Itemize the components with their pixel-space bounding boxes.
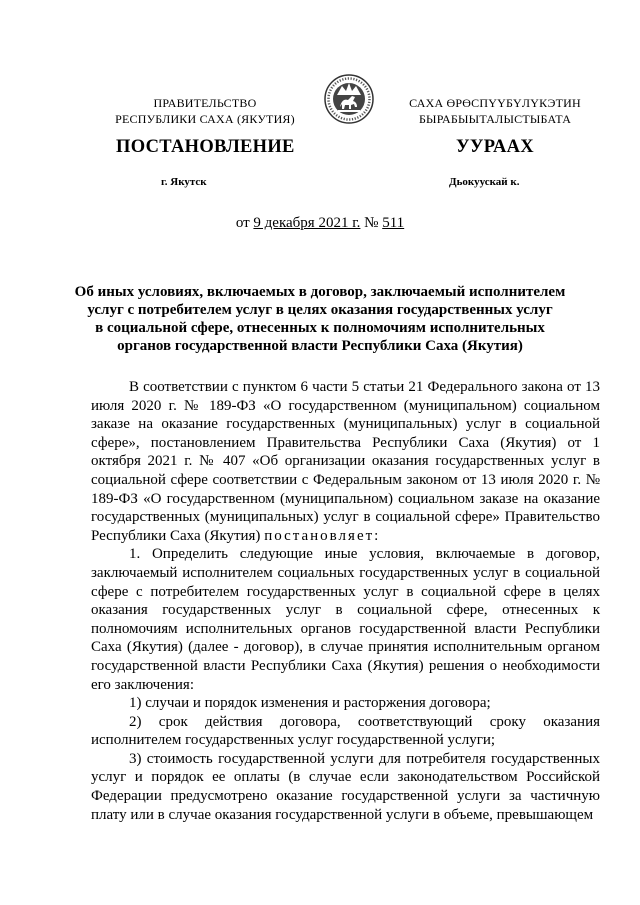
header-right-line1: САХА ӨРӨСПҮҮБҮЛҮКЭТИН: [409, 96, 581, 110]
resolves-word: постановляет:: [264, 527, 381, 544]
preamble-text: В соответствии с пунктом 6 части 5 статьи 21 Федерального закона от 13 июля 2020 г. № 189-ФЗ «О государственном (муниципальном) социальном заказе на оказание государственных (муниципальных) услуг в социальной сфере», постановлением Правительства Республики Саха (Якутия) от 1 октября 2021 г. № 407 «Об организации оказания государственных услуг в социальной сфере соответствии с Федеральным законом от 13 июля 2020 г. № 189-ФЗ «О государственном (муниципальном) социальном заказе на оказание государственных (муниципальных) услуг в социальной сфере» Правительство Республики Саха (Якутия): [91, 379, 600, 544]
city-ru: г. Якутск: [161, 176, 207, 188]
document-body: [91, 378, 600, 824]
subject-line-3: в социальной сфере, отнесенных к полномочиям исполнительных: [95, 320, 545, 336]
date-prefix: от: [235, 215, 254, 231]
date-number-line: [0, 215, 640, 232]
subject-line-2: услуг с потребителем услуг в целях оказания государственных услуг: [87, 302, 553, 318]
subject-line-4: органов государственной власти Республики Саха (Якутия): [117, 338, 523, 354]
number-sign: №: [360, 215, 383, 231]
city-sah: Дьокуускай к.: [449, 176, 520, 188]
header-left-line1: ПРАВИТЕЛЬСТВО: [153, 96, 257, 110]
doc-type-title-ru: ПОСТАНОВЛЕНИЕ: [116, 137, 295, 157]
document-date: 9 декабря 2021 г.: [253, 215, 361, 231]
subitem-2-paragraph: 2) срок действия договора, соответствующий сроку оказания исполнителем государственных услуг государственной услуги;: [91, 713, 600, 749]
government-header-sah: [375, 95, 615, 127]
subitem-3-paragraph: 3) стоимость государственной услуги для потребителя государственных услуг и порядок ее оплаты (в случае если законодательством Российской Федерации предусмотрено оказание государственной услуги за частичную плату или в случае оказания государственной услуги в объеме, превышающем: [91, 750, 600, 823]
subitem-1-paragraph: 1) случаи и порядок изменения и расторжения договора;: [129, 695, 491, 712]
government-header-ru: [95, 95, 315, 127]
item-1-paragraph: 1. Определить следующие иные условия, включаемые в договор, заключаемый исполнителем социальных государственных услуг в социальной сфере с потребителем государственных услуг в социальной сфере в целях оказания государственных услуг в социальной сфере, отнесенных к полномочиям исполнительных органов государственной власти Республики Саха (Якутия) (далее - договор), в случае принятия исполнительным органом государственной власти Республики Саха (Якутия) решения о необходимости его заключения:: [91, 546, 600, 693]
preamble-paragraph: [91, 378, 600, 545]
header-left-line2: РЕСПУБЛИКИ САХА (ЯКУТИЯ): [115, 112, 295, 126]
document-subject: [70, 283, 570, 355]
document-number: 511: [382, 215, 405, 231]
coat-of-arms-icon: [324, 74, 374, 124]
header-right-line2: БЫРАБЫЫТАЛЫСТЫБАТА: [418, 112, 572, 126]
subject-line-1: Об иных условиях, включаемых в договор, заключаемый исполнителем: [74, 284, 566, 300]
doc-type-title-sah: УУРААХ: [456, 137, 534, 157]
